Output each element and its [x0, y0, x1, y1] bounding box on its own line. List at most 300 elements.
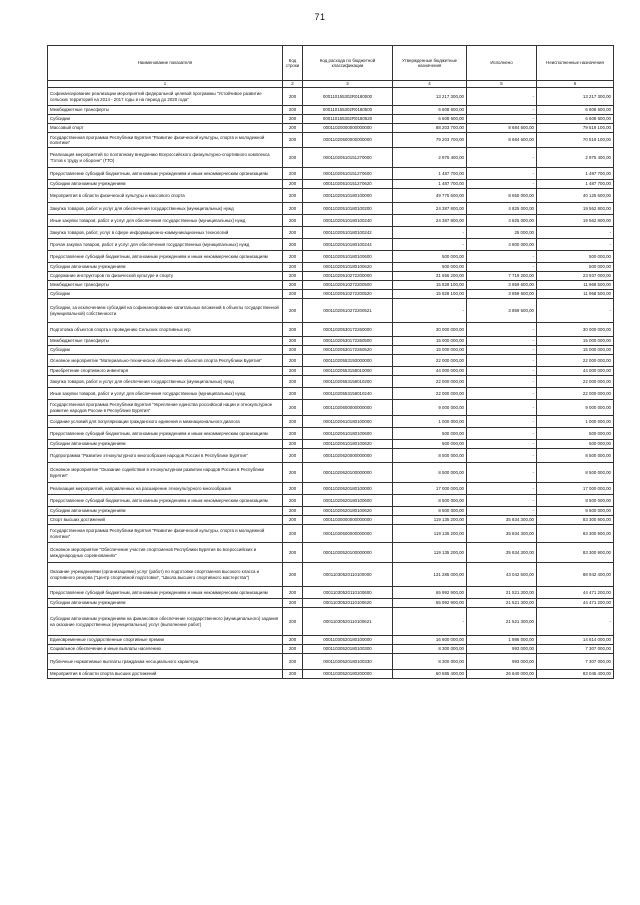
cell-approved: 500 000,00 [393, 263, 467, 272]
cell-approved: 2 975 400,00 [393, 148, 467, 168]
cell-executed: 3 859 600,00 [467, 290, 537, 299]
cell-remaining: - [537, 299, 614, 323]
cell-line-code: 200 [283, 654, 303, 670]
cell-indicator-name: Софинансирование реализации мероприятий федеральной целевой программы "Устойчивое развитие сельских территорий на 2014 - 2017 годы и на период до 2020 года" [48, 88, 283, 106]
cell-approved: 22 000 000,00 [393, 355, 467, 367]
cell-indicator-name: Реализация мероприятий по поэтапному внедрению Всероссийского физкультурно-спортивного комплекса "Готов к труду и обороне" (ГТО) [48, 148, 283, 168]
column-number: 5 [467, 81, 537, 88]
cell-line-code: 200 [283, 376, 303, 388]
cell-remaining: 7 307 000,00 [537, 645, 614, 654]
cell-remaining: - [537, 608, 614, 636]
cell-classification-code: 00011030520110100620 [303, 599, 393, 608]
cell-remaining: 44 471 200,00 [537, 599, 614, 608]
header-classification-code: Код расхода по бюджетной классификации [303, 46, 393, 81]
header-approved: Утвержденные бюджетные назначения [393, 46, 467, 81]
cell-line-code: 200 [283, 215, 303, 227]
cell-approved: 17 000 000,00 [393, 483, 467, 495]
cell-indicator-name: Предоставление субсидий бюджетным, автономным учреждениям и иным некоммерческим организациям [48, 495, 283, 507]
cell-classification-code: 00011020620180100620 [303, 507, 393, 516]
cell-indicator-name: Субсидии автономным учреждениям [48, 180, 283, 189]
table-row [48, 88, 614, 106]
table-row [48, 400, 614, 416]
cell-indicator-name: Субсидии [48, 290, 283, 299]
cell-remaining: 30 000 000,00 [537, 323, 614, 337]
header-executed: Исполнено [467, 46, 537, 81]
cell-executed: 7 719 200,00 [467, 272, 537, 281]
cell-approved: 44 000 000,00 [393, 367, 467, 376]
cell-approved: 15 000 000,00 [393, 346, 467, 355]
cell-indicator-name: Создание условий для популяризации гражданского единения и межнационального диалога [48, 416, 283, 428]
cell-approved: 15 828 100,00 [393, 290, 467, 299]
cell-line-code: 200 [283, 563, 303, 587]
cell-executed: 4 825 000,00 [467, 203, 537, 215]
cell-remaining: 2 975 400,00 [537, 148, 614, 168]
cell-approved: 24 387 800,00 [393, 203, 467, 215]
cell-line-code: 200 [283, 148, 303, 168]
cell-classification-code: 00011020510272200000 [303, 272, 393, 281]
table-row [48, 115, 614, 124]
cell-line-code: 200 [283, 636, 303, 645]
cell-remaining: 83 045 400,00 [537, 670, 614, 679]
cell-classification-code: 00011030520180200000 [303, 670, 393, 679]
cell-line-code: 200 [283, 525, 303, 543]
cell-line-code: 200 [283, 272, 303, 281]
cell-line-code: 200 [283, 355, 303, 367]
table-row [48, 124, 614, 133]
cell-line-code: 200 [283, 337, 303, 346]
cell-classification-code: 00011020600000000000 [303, 400, 393, 416]
cell-remaining: 8 500 000,00 [537, 463, 614, 483]
cell-executed: - [467, 251, 537, 263]
cell-remaining: 9 000 000,00 [537, 400, 614, 416]
cell-line-code: 200 [283, 388, 303, 400]
cell-remaining: 83 300 900,00 [537, 543, 614, 563]
cell-indicator-name: Межбюджетные трансферты [48, 281, 283, 290]
column-number: 3 [303, 81, 393, 88]
cell-line-code: 200 [283, 251, 303, 263]
cell-executed: - [467, 400, 537, 416]
cell-line-code: 200 [283, 189, 303, 203]
cell-indicator-name: Субсидии [48, 115, 283, 124]
cell-line-code: 200 [283, 180, 303, 189]
cell-approved: 22 000 000,00 [393, 376, 467, 388]
cell-approved: 8 500 000,00 [393, 463, 467, 483]
cell-remaining: 6 608 600,00 [537, 106, 614, 115]
cell-classification-code: 00011020610180100600 [303, 428, 393, 440]
cell-remaining: 11 968 500,00 [537, 281, 614, 290]
cell-approved: 88 203 700,00 [393, 124, 467, 133]
cell-classification-code: 00011020510272200500 [303, 281, 393, 290]
table-row [48, 645, 614, 654]
cell-executed: 21 521 300,00 [467, 587, 537, 599]
cell-approved: 79 203 700,00 [393, 133, 467, 148]
cell-classification-code: 00011020000000000000 [303, 124, 393, 133]
cell-classification-code: 00011030520110100600 [303, 587, 393, 599]
header-indicator-name: Наименование показателя [48, 46, 283, 81]
table-row [48, 543, 614, 563]
cell-approved: 49 775 600,00 [393, 189, 467, 203]
cell-indicator-name: Социальное обеспечение и иные выплаты населению [48, 645, 283, 654]
cell-executed: - [467, 507, 537, 516]
cell-executed: 25 000,00 [467, 227, 537, 239]
cell-approved: 119 135 200,00 [393, 516, 467, 525]
cell-executed: - [467, 388, 537, 400]
cell-approved: 500 000,00 [393, 440, 467, 449]
table-row [48, 587, 614, 599]
cell-remaining: 8 500 000,00 [537, 507, 614, 516]
cell-remaining: 23 937 000,00 [537, 272, 614, 281]
cell-indicator-name: Субсидии автономным учреждениям на финансовое обеспечение государственного (муниципального) задания на оказание государственных (муниципальных) услуг (выполнение работ) [48, 608, 283, 636]
cell-indicator-name: Подпрограмма "Развитие этнокультурного многообразия народов России в Республике Бурятия" [48, 449, 283, 463]
cell-approved: 1 487 700,00 [393, 168, 467, 180]
cell-approved: 500 000,00 [393, 428, 467, 440]
cell-approved: 1 487 700,00 [393, 180, 467, 189]
cell-approved: 8 300 000,00 [393, 654, 467, 670]
cell-executed: - [467, 88, 537, 106]
cell-approved: 60 685 400,00 [393, 670, 467, 679]
table-row [48, 636, 614, 645]
cell-line-code: 200 [283, 428, 303, 440]
column-number: 1 [48, 81, 283, 88]
table-row [48, 355, 614, 367]
cell-line-code: 200 [283, 495, 303, 507]
cell-executed: 35 834 300,00 [467, 543, 537, 563]
cell-approved: 24 387 800,00 [393, 215, 467, 227]
cell-classification-code: 00011020510180100620 [303, 263, 393, 272]
cell-classification-code: 000110155302R0180500 [303, 106, 393, 115]
header-line-code: Код строки [283, 46, 303, 81]
cell-approved: 65 992 900,00 [393, 587, 467, 599]
cell-executed: - [467, 180, 537, 189]
cell-classification-code: 000110155302R0180000 [303, 88, 393, 106]
cell-remaining: 14 614 000,00 [537, 636, 614, 645]
cell-executed: 993 000,00 [467, 645, 537, 654]
cell-classification-code: 00011030500000000000 [303, 525, 393, 543]
cell-remaining: 22 000 000,00 [537, 376, 614, 388]
cell-remaining: 13 217 300,00 [537, 88, 614, 106]
cell-indicator-name: Предоставление субсидий бюджетным, автономным учреждениям и иным некоммерческим организациям [48, 251, 283, 263]
table-row [48, 463, 614, 483]
cell-line-code: 200 [283, 449, 303, 463]
cell-executed: 35 834 300,00 [467, 525, 537, 543]
cell-classification-code: 00011030000000000000 [303, 516, 393, 525]
table-row [48, 337, 614, 346]
table-row [48, 168, 614, 180]
cell-line-code: 200 [283, 115, 303, 124]
cell-remaining: 44 000 000,00 [537, 367, 614, 376]
cell-indicator-name: Содержание инструкторов по физической культуре и спорту [48, 272, 283, 281]
cell-classification-code: 00011020610180100000 [303, 416, 393, 428]
table-row [48, 599, 614, 608]
table-row [48, 376, 614, 388]
cell-classification-code: 00011020510180100600 [303, 251, 393, 263]
cell-indicator-name: Предоставление субсидий бюджетным, автономным учреждениям и иным некоммерческим организациям [48, 428, 283, 440]
cell-executed: - [467, 115, 537, 124]
cell-remaining: 79 519 100,00 [537, 124, 614, 133]
cell-classification-code: 00011020510180100240 [303, 215, 393, 227]
table-row [48, 251, 614, 263]
cell-indicator-name: Межбюджетные трансферты [48, 106, 283, 115]
table-row [48, 516, 614, 525]
cell-executed: 3 859 600,00 [467, 299, 537, 323]
cell-classification-code: 00011020510272200520 [303, 290, 393, 299]
cell-line-code: 200 [283, 440, 303, 449]
table-header-row [48, 46, 614, 81]
cell-approved: 31 656 200,00 [393, 272, 467, 281]
table-row [48, 654, 614, 670]
cell-remaining: - [537, 227, 614, 239]
cell-indicator-name: Закупка товаров, работ, услуг в сфере информационно-коммуникационных технологий [48, 227, 283, 239]
cell-indicator-name: Предоставление субсидий бюджетным, автономным учреждениям и иным некоммерческим организациям [48, 587, 283, 599]
cell-indicator-name: Межбюджетные трансферты [48, 337, 283, 346]
cell-classification-code: 00011030520180100300 [303, 645, 393, 654]
cell-approved: - [393, 608, 467, 636]
cell-line-code: 200 [283, 587, 303, 599]
cell-line-code: 200 [283, 608, 303, 636]
cell-executed: - [467, 346, 537, 355]
cell-classification-code: 00011020530172260000 [303, 323, 393, 337]
cell-executed: - [467, 106, 537, 115]
table-row [48, 189, 614, 203]
cell-remaining: 500 000,00 [537, 251, 614, 263]
cell-remaining: 17 000 000,00 [537, 483, 614, 495]
cell-indicator-name: Массовый спорт [48, 124, 283, 133]
cell-classification-code: 00011030520100000000 [303, 543, 393, 563]
cell-approved: 6 608 600,00 [393, 115, 467, 124]
cell-line-code: 200 [283, 507, 303, 516]
cell-classification-code: 00011020553150000000 [303, 355, 393, 367]
cell-classification-code: 00011020620180100600 [303, 495, 393, 507]
cell-indicator-name: Субсидии автономным учреждениям [48, 599, 283, 608]
cell-executed: - [467, 376, 537, 388]
page-number: 71 [314, 12, 326, 22]
cell-classification-code: 00011020620100000000 [303, 463, 393, 483]
table-row [48, 670, 614, 679]
cell-classification-code: 00011020510180100200 [303, 203, 393, 215]
cell-line-code: 200 [283, 88, 303, 106]
cell-approved: 13 217 300,00 [393, 88, 467, 106]
cell-remaining: 15 000 000,00 [537, 337, 614, 346]
cell-executed: - [467, 428, 537, 440]
table-row [48, 203, 614, 215]
cell-approved: 8 500 000,00 [393, 507, 467, 516]
cell-approved: 15 000 000,00 [393, 337, 467, 346]
cell-remaining: - [537, 239, 614, 251]
cell-classification-code: 00011030520110100621 [303, 608, 393, 636]
cell-indicator-name: Спорт высших достижений [48, 516, 283, 525]
cell-executed: - [467, 367, 537, 376]
cell-remaining: 8 500 000,00 [537, 449, 614, 463]
cell-indicator-name: Субсидии [48, 346, 283, 355]
cell-remaining: 7 307 000,00 [537, 654, 614, 670]
cell-approved: 500 000,00 [393, 251, 467, 263]
table-row [48, 483, 614, 495]
cell-executed: 8 684 600,00 [467, 124, 537, 133]
cell-remaining: 19 562 800,00 [537, 215, 614, 227]
cell-line-code: 200 [283, 416, 303, 428]
cell-classification-code: 00011020510151270000 [303, 148, 393, 168]
table-row [48, 263, 614, 272]
cell-remaining: 40 125 600,00 [537, 189, 614, 203]
table-row [48, 290, 614, 299]
table-row [48, 227, 614, 239]
cell-indicator-name: Государственная программа Республики Бурятия "Развитие физической культуры, спорта и молодежной политики" [48, 525, 283, 543]
cell-line-code: 200 [283, 516, 303, 525]
cell-remaining: 1 000 000,00 [537, 416, 614, 428]
table-row [48, 563, 614, 587]
cell-executed: 4 800 000,00 [467, 239, 537, 251]
cell-indicator-name: Государственная программа Республики Бурятия "Укрепление единства российской нации и этнокультурное развитие народов России в Республике Бурятия" [48, 400, 283, 416]
table-row [48, 525, 614, 543]
table-row [48, 495, 614, 507]
cell-classification-code: 00011020553158010240 [303, 388, 393, 400]
cell-executed: 3 859 600,00 [467, 281, 537, 290]
cell-classification-code: 00011030520110100000 [303, 563, 393, 587]
cell-executed: 35 834 300,00 [467, 516, 537, 525]
cell-classification-code: 00011020530172260520 [303, 346, 393, 355]
cell-remaining: 88 942 400,00 [537, 563, 614, 587]
cell-classification-code: 00011020510180100244 [303, 239, 393, 251]
cell-classification-code: 00011020510180100000 [303, 189, 393, 203]
cell-remaining: 500 000,00 [537, 263, 614, 272]
cell-executed: - [467, 323, 537, 337]
cell-approved: 16 600 000,00 [393, 636, 467, 645]
cell-approved: 119 135 200,00 [393, 525, 467, 543]
cell-approved: 22 000 000,00 [393, 388, 467, 400]
table-row [48, 346, 614, 355]
cell-indicator-name: Оказание учреждениями (организациями) услуг (работ) по подготовке спортсменов высокого класса и спортивного резерва ("Центр спортивной подготовки", "Школа высшего спортивного мастерства") [48, 563, 283, 587]
cell-remaining: 500 000,00 [537, 428, 614, 440]
cell-classification-code: 00011030520180100000 [303, 636, 393, 645]
table-row [48, 272, 614, 281]
cell-indicator-name: Основное мероприятие "Оказание содействия в этнокультурном развитии народов России в Республике Бурятия" [48, 463, 283, 483]
cell-line-code: 200 [283, 323, 303, 337]
cell-executed: - [467, 495, 537, 507]
cell-indicator-name: Мероприятия в области физической культуры и массового спорта [48, 189, 283, 203]
cell-remaining: 11 968 500,00 [537, 290, 614, 299]
cell-remaining: 1 487 700,00 [537, 180, 614, 189]
cell-approved: 1 000 000,00 [393, 416, 467, 428]
cell-indicator-name: Публичные нормативные выплаты гражданам несоциального характера [48, 654, 283, 670]
cell-approved: - [393, 239, 467, 251]
table-row [48, 428, 614, 440]
table-row [48, 608, 614, 636]
table-row [48, 388, 614, 400]
cell-line-code: 200 [283, 203, 303, 215]
column-number: 2 [283, 81, 303, 88]
cell-indicator-name: Субсидии, за исключением субсидий на софинансирование капитальных вложений в объекты государственной (муниципальной) собственности [48, 299, 283, 323]
table-row [48, 416, 614, 428]
cell-line-code: 200 [283, 543, 303, 563]
cell-approved: 9 000 000,00 [393, 400, 467, 416]
cell-indicator-name: Субсидии автономным учреждениям [48, 507, 283, 516]
cell-line-code: 200 [283, 299, 303, 323]
cell-classification-code: 00011020510151270620 [303, 180, 393, 189]
cell-line-code: 200 [283, 599, 303, 608]
table-body [48, 88, 614, 679]
cell-approved: - [393, 227, 467, 239]
cell-line-code: 200 [283, 124, 303, 133]
cell-line-code: 200 [283, 290, 303, 299]
cell-line-code: 200 [283, 133, 303, 148]
cell-executed: 993 000,00 [467, 654, 537, 670]
cell-line-code: 200 [283, 239, 303, 251]
cell-line-code: 200 [283, 263, 303, 272]
cell-remaining: 1 487 700,00 [537, 168, 614, 180]
cell-approved: 65 992 900,00 [393, 599, 467, 608]
cell-executed: - [467, 355, 537, 367]
table-row [48, 507, 614, 516]
cell-executed: - [467, 168, 537, 180]
cell-indicator-name: Приобретение спортивного инвентаря [48, 367, 283, 376]
cell-classification-code: 00011020553158010000 [303, 367, 393, 376]
cell-indicator-name: Предоставление субсидий бюджетным, автономным учреждениям и иным некоммерческим организациям [48, 168, 283, 180]
cell-executed: - [467, 337, 537, 346]
table-row [48, 440, 614, 449]
cell-classification-code: 00011020500000000000 [303, 133, 393, 148]
cell-classification-code: 00011020620180100000 [303, 483, 393, 495]
cell-line-code: 200 [283, 670, 303, 679]
cell-approved: - [393, 299, 467, 323]
cell-remaining: 83 300 900,00 [537, 525, 614, 543]
cell-remaining: 70 519 100,00 [537, 133, 614, 148]
cell-approved: 6 608 600,00 [393, 106, 467, 115]
cell-classification-code: 00011020510272200521 [303, 299, 393, 323]
cell-line-code: 200 [283, 645, 303, 654]
cell-classification-code: 000110155302R0180520 [303, 115, 393, 124]
cell-approved: 8 500 000,00 [393, 449, 467, 463]
cell-indicator-name: Прочая закупка товаров, работ и услуг для обеспечения государственных (муниципальных) нужд [48, 239, 283, 251]
cell-indicator-name: Основное мероприятие "Материально-техническое обеспечение объектов спорта Республики Бурятия" [48, 355, 283, 367]
cell-indicator-name: Субсидии автономным учреждениям [48, 440, 283, 449]
cell-executed: 8 650 000,00 [467, 189, 537, 203]
cell-line-code: 200 [283, 367, 303, 376]
cell-executed: 8 684 600,00 [467, 133, 537, 148]
cell-line-code: 200 [283, 227, 303, 239]
cell-classification-code: 00011020553158010200 [303, 376, 393, 388]
table-row [48, 239, 614, 251]
table-row [48, 281, 614, 290]
table-row [48, 106, 614, 115]
cell-indicator-name: Государственная программа Республики Бурятия "Развитие физической культуры, спорта и молодежной политики" [48, 133, 283, 148]
table-row [48, 449, 614, 463]
cell-remaining: 22 000 000,00 [537, 355, 614, 367]
cell-executed: 4 825 000,00 [467, 215, 537, 227]
cell-executed: - [467, 263, 537, 272]
cell-indicator-name: Субсидии автономным учреждениям [48, 263, 283, 272]
table-row [48, 367, 614, 376]
cell-executed: - [467, 463, 537, 483]
cell-line-code: 200 [283, 168, 303, 180]
table-row [48, 180, 614, 189]
table-row [48, 133, 614, 148]
cell-remaining: 22 000 000,00 [537, 388, 614, 400]
table-row [48, 299, 614, 323]
column-number: 6 [537, 81, 614, 88]
cell-executed: 1 986 000,00 [467, 636, 537, 645]
cell-approved: 131 285 000,00 [393, 563, 467, 587]
cell-remaining: 6 608 600,00 [537, 115, 614, 124]
table-row [48, 215, 614, 227]
cell-executed: 26 640 000,00 [467, 670, 537, 679]
cell-indicator-name: Реализация мероприятий, направленных на расширение этнокультурного многообразия [48, 483, 283, 495]
cell-indicator-name: Закупка товаров, работ и услуг для обеспечения государственных (муниципальных) нужд [48, 203, 283, 215]
cell-classification-code: 00011020620000000000 [303, 449, 393, 463]
cell-executed: - [467, 148, 537, 168]
cell-executed: - [467, 440, 537, 449]
cell-approved: 8 500 000,00 [393, 495, 467, 507]
cell-line-code: 200 [283, 346, 303, 355]
